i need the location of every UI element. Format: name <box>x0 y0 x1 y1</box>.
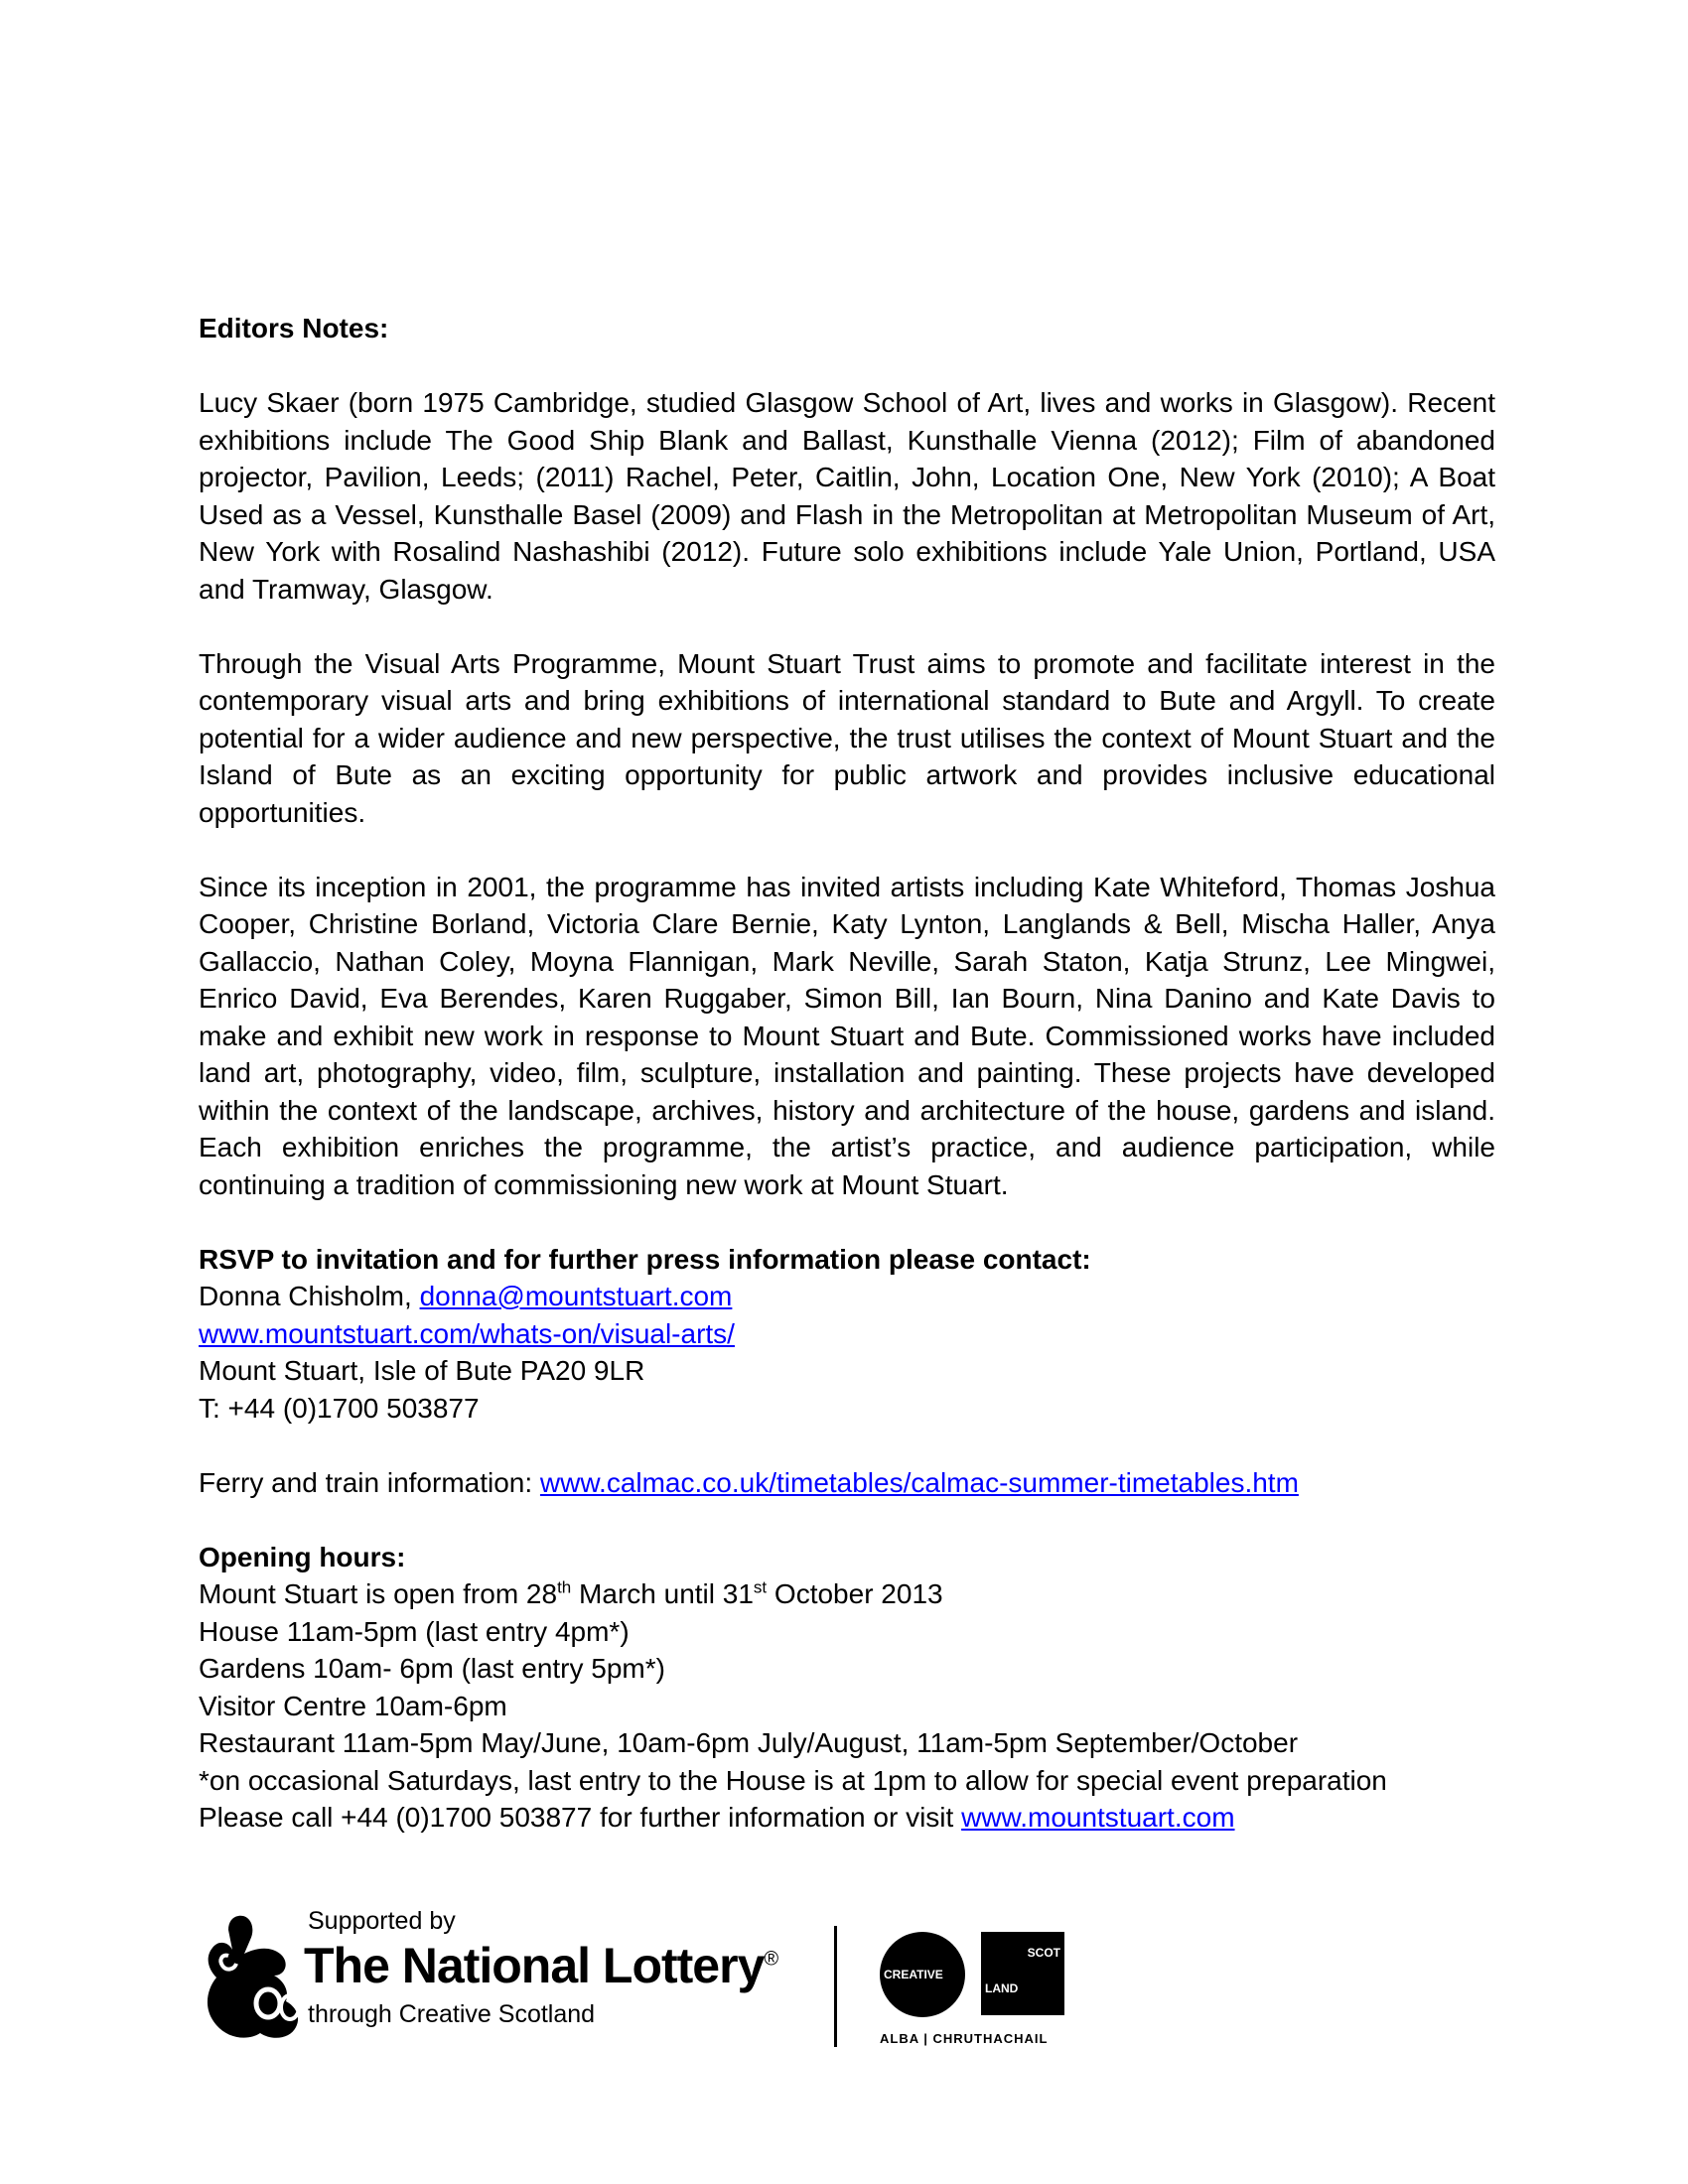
spacer <box>199 1427 1495 1464</box>
scotland-square-icon <box>981 1932 1064 2015</box>
ferry-line <box>199 1464 1495 1502</box>
spacer <box>199 831 1495 869</box>
ordinal-suffix: st <box>753 1577 768 1597</box>
creative-word: CREATIVE <box>884 1968 943 1981</box>
contact-heading: RSVP to invitation and for further press information please contact: <box>199 1243 1091 1275</box>
opening-hours-heading: Opening hours: <box>199 1541 406 1572</box>
national-lottery-name: The National Lottery <box>304 1938 765 1993</box>
land-word: LAND <box>985 1981 1019 1995</box>
visitor-centre-hours: Visitor Centre 10am-6pm <box>199 1690 507 1721</box>
contact-phone: T: +44 (0)1700 503877 <box>199 1392 480 1424</box>
registered-mark: ® <box>764 1948 778 1971</box>
spacer <box>199 1501 1495 1539</box>
opening-dates-end: October 2013 <box>767 1578 943 1609</box>
calmac-timetable-link[interactable]: www.calmac.co.uk/timetables/calmac-summer-timetables.htm <box>539 1466 1299 1498</box>
contact-name: Donna Chisholm, <box>199 1281 420 1311</box>
lottery-text-block <box>304 1906 904 2045</box>
alba-tagline: ALBA | CHRUTHACHAIL <box>880 2031 1049 2046</box>
creative-scotland-logo <box>880 1932 1068 2051</box>
sponsor-footer <box>199 1906 1291 2045</box>
contact-address: Mount Stuart, Isle of Bute PA20 9LR <box>199 1355 645 1386</box>
ferry-label: Ferry and train information: <box>199 1466 540 1498</box>
supported-by-label: Supported by <box>308 1907 456 1935</box>
contact-name-line <box>199 1278 1495 1315</box>
visual-arts-link[interactable]: www.mountstuart.com/whats-on/visual-arts/ <box>199 1317 735 1349</box>
spacer <box>199 1203 1495 1241</box>
artist-bio-paragraph: Lucy Skaer (born 1975 Cambridge, studied Glasgow School of Art, lives and works in Glasgow). Recent exhibitions include The Good Ship Blank and Ballast, Kunsthalle Vienna (2012); Film of abandoned projector, Pavilion, Leeds; (2011) Rachel, Peter, Caitlin, John, Location One, New York (2010); A Boat Used as a Vessel, Kunsthalle Basel (2009) and Flash in the Metropolitan at Metropolitan Museum of Art, New York with Rosalind Nashashibi (2012). Future solo exhibitions include Yale Union, Portland, USA and Tramway, Glasgow. <box>199 387 1495 605</box>
contact-website-line <box>199 1315 1495 1353</box>
programme-paragraph: Through the Visual Arts Programme, Mount Stuart Trust aims to promote and facilitate interest in the contemporary visual arts and bring exhibitions of international standard to Bute and Argyll. To create potential for a wider audience and new perspective, the trust utilises the context of Mount Stuart and the Island of Bute as an exciting opportunity for public artwork and provides inclusive educational opportunities. <box>199 647 1495 828</box>
spacer <box>199 347 1495 385</box>
gardens-hours: Gardens 10am- 6pm (last entry 5pm*) <box>199 1653 665 1684</box>
through-creative-scotland-label: through Creative Scotland <box>308 2000 596 2028</box>
scot-word: SCOT <box>1027 1946 1060 1960</box>
call-text: Please call +44 (0)1700 503877 for further information or visit <box>199 1802 962 1833</box>
opening-dates-middle: March until 31 <box>571 1578 754 1609</box>
restaurant-hours: Restaurant 11am-5pm May/June, 10am-6pm July/August, 11am-5pm September/October <box>199 1727 1299 1758</box>
ordinal-suffix: th <box>557 1577 572 1597</box>
opening-dates-start: Mount Stuart is open from 28 <box>199 1578 558 1609</box>
mountstuart-link[interactable]: www.mountstuart.com <box>961 1802 1235 1833</box>
editors-notes-heading: Editors Notes: <box>199 313 389 343</box>
house-hours: House 11am-5pm (last entry 4pm*) <box>199 1615 630 1647</box>
history-paragraph: Since its inception in 2001, the programme has invited artists including Kate Whiteford, Thomas Joshua Cooper, Christine Borland, Victoria Clare Bernie, Katy Lynton, Langlands & Bell, Mischa Haller, Anya Gallaccio, Nathan Coley, Moyna Flannigan, Mark Neville, Sarah Staton, Katja Strunz, Lee Mingwei, Enrico David, Eva Berendes, Karen Ruggaber, Simon Bill, Ian Bourn, Nina Danino and Kate Davis to make and exhibit new work in response to Mount Stuart and Bute. Commissioned works have included land art, photography, video, film, sculpture, installation and painting. These projects have developed within the context of the landscape, archives, history and architecture of the house, gardens and island. Each exhibition enriches the programme, the artist’s practice, and audience participation, while continuing a tradition of commissioning new work at Mount Stuart. <box>199 871 1495 1200</box>
crossed-fingers-logo-icon <box>199 1906 308 2045</box>
national-lottery-wordmark <box>304 1936 777 1995</box>
call-line <box>199 1799 1495 1837</box>
opening-dates <box>199 1575 1495 1613</box>
document-body <box>199 310 1495 1837</box>
saturday-note: *on occasional Saturdays, last entry to the House is at 1pm to allow for special event preparation <box>199 1764 1387 1796</box>
logo-divider <box>834 1926 837 2047</box>
creative-circle-icon <box>880 1932 965 2017</box>
contact-email-link[interactable]: donna@mountstuart.com <box>419 1281 733 1311</box>
spacer <box>199 608 1495 645</box>
